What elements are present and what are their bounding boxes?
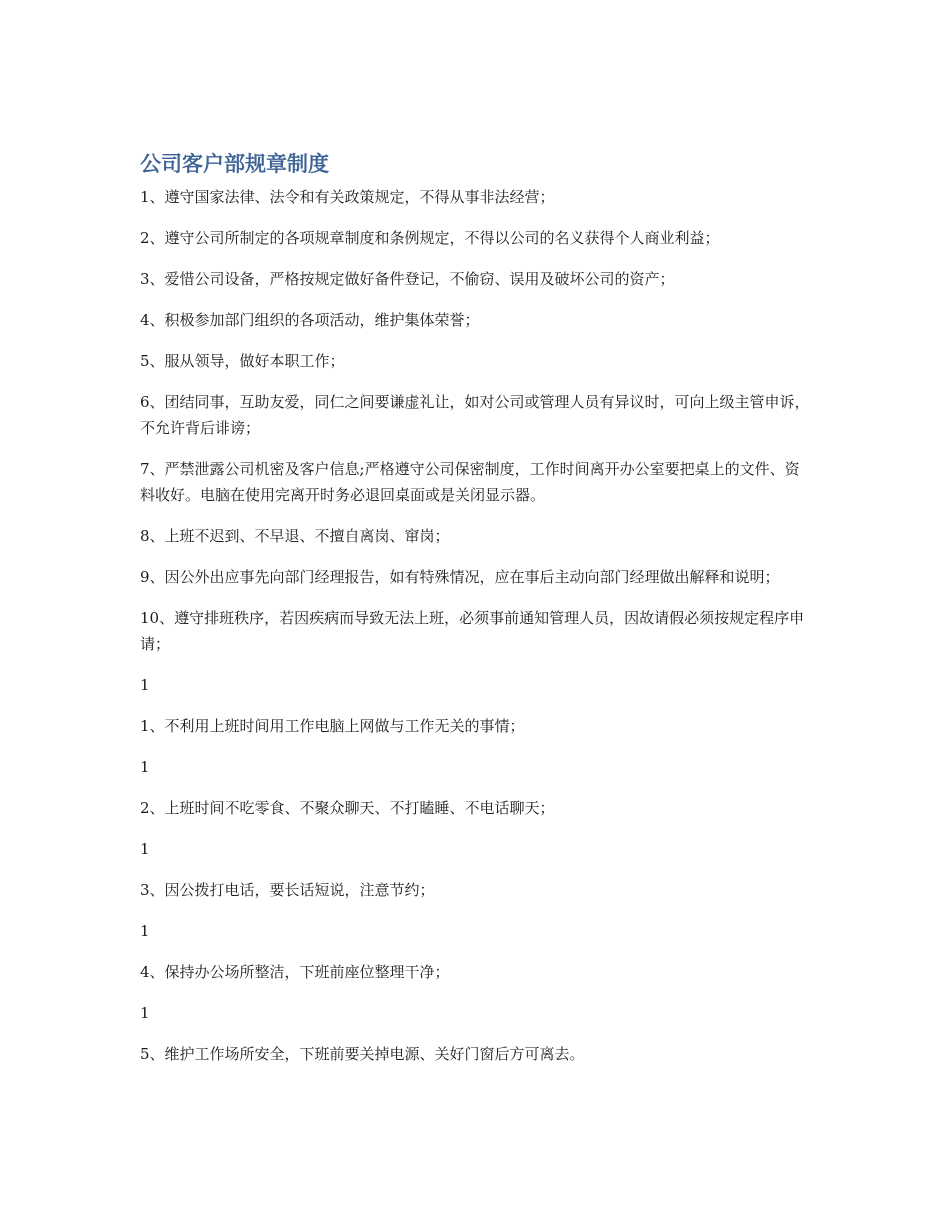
rule-paragraph-10: 10、遵守排班秩序，若因疾病而导致无法上班，必须事前通知管理人员，因故请假必须按规定程序申请； bbox=[140, 609, 805, 653]
rule-paragraph-15: 5、维护工作场所安全，下班前要关掉电源、关好门窗后方可离去。 bbox=[140, 1045, 585, 1063]
rule-paragraph-8: 8、上班不迟到、不早退、不擅自离岗、窜岗； bbox=[140, 527, 450, 545]
rule-paragraph-14: 4、保持办公场所整洁，下班前座位整理干净； bbox=[140, 963, 450, 981]
rule-paragraph-13: 3、因公拨打电话，要长话短说，注意节约； bbox=[140, 881, 435, 899]
document-body bbox=[140, 150, 810, 1082]
section-marker: 1 bbox=[140, 922, 150, 940]
rule-paragraph-1: 1、遵守国家法律、法令和有关政策规定，不得从事非法经营； bbox=[140, 188, 555, 206]
section-marker: 1 bbox=[140, 840, 150, 858]
rule-paragraph-2: 2、遵守公司所制定的各项规章制度和条例规定，不得以公司的名义获得个人商业利益； bbox=[140, 229, 720, 247]
rule-paragraph-3: 3、爱惜公司设备，严格按规定做好备件登记，不偷窃、误用及破坏公司的资产； bbox=[140, 270, 675, 288]
rule-paragraph-7: 7、严禁泄露公司机密及客户信息;严格遵守公司保密制度，工作时间离开办公室要把桌上的文件、资料收好。电脑在使用完离开时务必退回桌面或是关闭显示器。 bbox=[140, 460, 800, 504]
rule-paragraph-5: 5、服从领导，做好本职工作； bbox=[140, 352, 345, 370]
rule-paragraph-12: 2、上班时间不吃零食、不聚众聊天、不打瞌睡、不电话聊天； bbox=[140, 799, 555, 817]
rule-paragraph-4: 4、积极参加部门组织的各项活动，维护集体荣誉； bbox=[140, 311, 480, 329]
section-marker: 1 bbox=[140, 676, 150, 694]
rule-paragraph-6: 6、团结同事，互助友爱，同仁之间要谦虚礼让，如对公司或管理人员有异议时，可向上级主管申诉，不允许背后诽谤； bbox=[140, 393, 810, 437]
section-marker: 1 bbox=[140, 758, 150, 776]
rule-paragraph-11: 1、不利用上班时间用工作电脑上网做与工作无关的事情； bbox=[140, 717, 525, 735]
document-title: 公司客户部规章制度 bbox=[140, 152, 329, 176]
section-marker: 1 bbox=[140, 1004, 150, 1022]
rule-paragraph-9: 9、因公外出应事先向部门经理报告，如有特殊情况，应在事后主动向部门经理做出解释和说明； bbox=[140, 568, 780, 586]
